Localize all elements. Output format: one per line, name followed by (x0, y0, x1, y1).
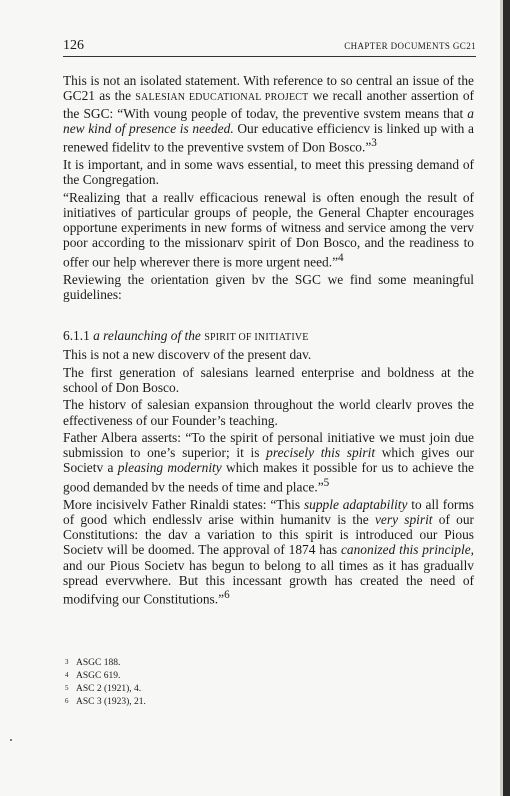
p9-text-c: of our Constitutions: the dav a variation to this spirit is introduced our Pious Societv will be doomed. The approval of 1874 has (63, 511, 475, 558)
p9-text-b: to all forms of good which endlesslv arise within humanitv is the (63, 496, 474, 527)
footnote-ref-4: 4 (338, 251, 344, 264)
footnote-mark: 6 (65, 697, 69, 705)
footnote-item (65, 656, 146, 669)
paragraph-2: It is important, and in some wavs essential, to meet this pressing demand of the Congregation. (63, 156, 474, 188)
paragraph-3 (63, 190, 474, 270)
page-number: 126 (63, 38, 84, 53)
main-text (63, 73, 474, 609)
p8-text-a: Father Albera asserts: “To the spirit of personal initiative we must join due submission to one’s superior; it is (63, 429, 474, 461)
paragraph-7: The historv of salesian expansion throughout the world clearlv proves the effectiveness of our Founder’s teaching. (63, 397, 474, 428)
p1-small-caps: SALESIAN EDUCATIONAL PROJECT (135, 92, 309, 104)
p8-italic-1: precisely this spirit (266, 445, 376, 461)
p3-text: “Realizing that a reallv efficacious renewal is often enough the result of initiatives of particular groups of people, the General Chapter encourages opportune experiments in new forms of witness and service among the verv poor according to the missionarv spirit of Don Bosco, and the readiness to offer our help wherever there is more urgent need.” (63, 189, 474, 270)
p8-text-b: which gives our Societv a (63, 445, 475, 476)
paragraph-8 (63, 430, 474, 495)
scan-speck (10, 739, 12, 741)
footnote-text: ASGC 619. (76, 671, 121, 681)
p8-italic-2: pleasing modernity (117, 460, 222, 476)
page-edge-highlight (500, 0, 503, 796)
paragraph-5: This is not a new discoverv of the present dav. (63, 347, 312, 363)
p9-italic-3: canonized this principle, (340, 542, 474, 558)
running-title: CHAPTER DOCUMENTS GC21 (344, 41, 476, 51)
section-title-italic: a relaunching of the (93, 328, 205, 344)
footnote-mark: 4 (65, 671, 69, 679)
p9-text-a: More incisivelv Father Rinaldi states: “This (63, 496, 304, 512)
paragraph-4: Reviewing the orientation given bv the SGC we find some meaningful guidelines: (63, 271, 474, 302)
page-edge-shadow (503, 0, 510, 796)
footnote-text: ASC 2 (1921), 4. (76, 684, 142, 694)
footnote-ref-5: 5 (323, 476, 330, 489)
footnote-text: ASC 3 (1923), 21. (76, 697, 146, 707)
p9-italic-2: very spirit (374, 511, 433, 527)
section-number: 6.1.1 (63, 328, 94, 344)
footnote-ref-3: 3 (371, 137, 377, 150)
paragraph-9 (63, 497, 474, 608)
paragraph-6: The first generation of salesians learned enterprise and boldness at the school of Don Bosco. (63, 364, 474, 395)
p1-text-c: Our educative efficiencv is linked up with a renewed fidelitv to the preventive svstem of Don Bosco.” (63, 120, 474, 155)
p8-text-c: which makes it possible for us to achieve the good demanded bv the needs of time and place.” (63, 460, 474, 495)
footnote-mark: 3 (65, 658, 69, 666)
footnote-ref-6: 6 (224, 589, 230, 602)
footnotes (65, 656, 146, 708)
header-rule (63, 56, 476, 57)
p9-text-d: and our Pious Societv has begun to belong to all times as it has graduallv spread evervwhere. But this incessant growth has created the need of modifving our Constitutions.” (63, 557, 474, 607)
p1-text-b: we recall another assertion of the SGC: “With voung people of todav, the preventive svstem means that (63, 88, 474, 121)
section-title-small-caps: SPIRIT OF INITIATIVE (204, 332, 309, 344)
p9-italic-1: supple adaptability (303, 496, 408, 512)
footnote-item (65, 695, 146, 708)
footnote-item (65, 682, 146, 695)
footnote-item (65, 669, 146, 682)
footnote-mark: 5 (65, 684, 69, 692)
footnote-text: ASGC 188. (76, 658, 121, 668)
p1-italic: a new kind of presence is needed. (63, 105, 474, 136)
section-heading (63, 328, 474, 345)
p1-text-a: This is not an isolated statement. With reference to so central an issue of the GC21 as the (63, 73, 474, 104)
paragraph-1 (63, 73, 474, 155)
